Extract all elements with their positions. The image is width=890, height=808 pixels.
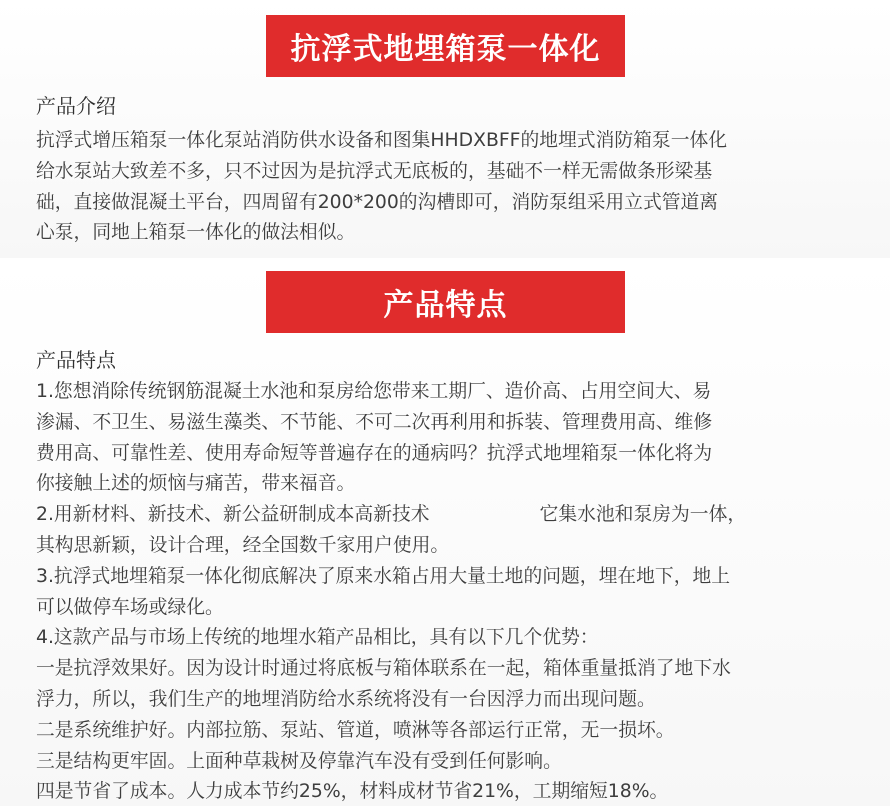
- feature-line: 你接触上述的烦恼与痛苦，带来福音。: [36, 473, 356, 495]
- intro-line: 抗浮式增压箱泵一体化泵站消防供水设备和图集HHDXBFF的地埋式消防箱泵一体化: [36, 130, 728, 151]
- intro-line: 给水泵站大致差不多，只不过因为是抗浮式无底板的，基础不一样无需做条形梁基: [36, 160, 713, 182]
- feature-line: 4.这款产品与市场上传统的地埋水箱产品相比，具有以下几个优势：: [36, 627, 599, 649]
- intro-line: 础，直接做混凝土平台，四周留有200*200的沟槽即可，消防泵组采用立式管道离: [36, 191, 719, 213]
- feature-line: [36, 500, 866, 531]
- feature-line-start: 2.用新材料、新技术、新公益研制成本高新技术: [36, 504, 430, 526]
- feature-line: 可以做停车场或绿化。: [36, 596, 224, 618]
- feature-line: 渗漏、不卫生、易滋生藻类、不节能、不可二次再利用和拆装、管理费用高、维修: [36, 411, 713, 433]
- feature-line-tail: 它集水池和泵房为一体，: [539, 504, 747, 526]
- feature-line: 其构思新颖，设计合理，经全国数千家用户使用。: [36, 534, 450, 556]
- features-heading: 产品特点: [36, 348, 116, 372]
- feature-line: 费用高、可靠性差、使用寿命短等普遍存在的通病吗？抗浮式地埋箱泵一体化将为: [36, 442, 713, 464]
- feature-line: 1.您想消除传统钢筋混凝土水池和泵房给您带来工期厂、造价高、占用空间大、易: [36, 381, 712, 402]
- feature-line: 一是抗浮效果好。因为设计时通过将底板与箱体联系在一起，箱体重量抵消了地下水: [36, 658, 731, 680]
- feature-line: 四是节省了成本。人力成本节约25%，材料成材节省21%，工期缩短18%。: [36, 781, 669, 803]
- feature-line: 三是结构更牢固。上面种草栽树及停靠汽车没有受到任何影响。: [36, 750, 562, 772]
- feature-line: 浮力，所以，我们生产的地埋消防给水系统将没有一台因浮力而出现问题。: [36, 688, 656, 710]
- title-banner: 抗浮式地埋箱泵一体化: [266, 15, 625, 77]
- feature-line: 二是系统维护好。内部拉筋、泵站、管道，喷淋等各部运行正常，无一损坏。: [36, 719, 675, 741]
- features-paragraph: [36, 377, 866, 808]
- intro-heading: 产品介绍: [36, 94, 116, 118]
- feature-line: 3.抗浮式地埋箱泵一体化彻底解决了原来水箱占用大量土地的问题，埋在地下，地上: [36, 565, 731, 587]
- intro-line: 心泵，同地上箱泵一体化的做法相似。: [36, 222, 356, 244]
- intro-paragraph: [36, 126, 866, 249]
- features-banner: 产品特点: [266, 271, 625, 333]
